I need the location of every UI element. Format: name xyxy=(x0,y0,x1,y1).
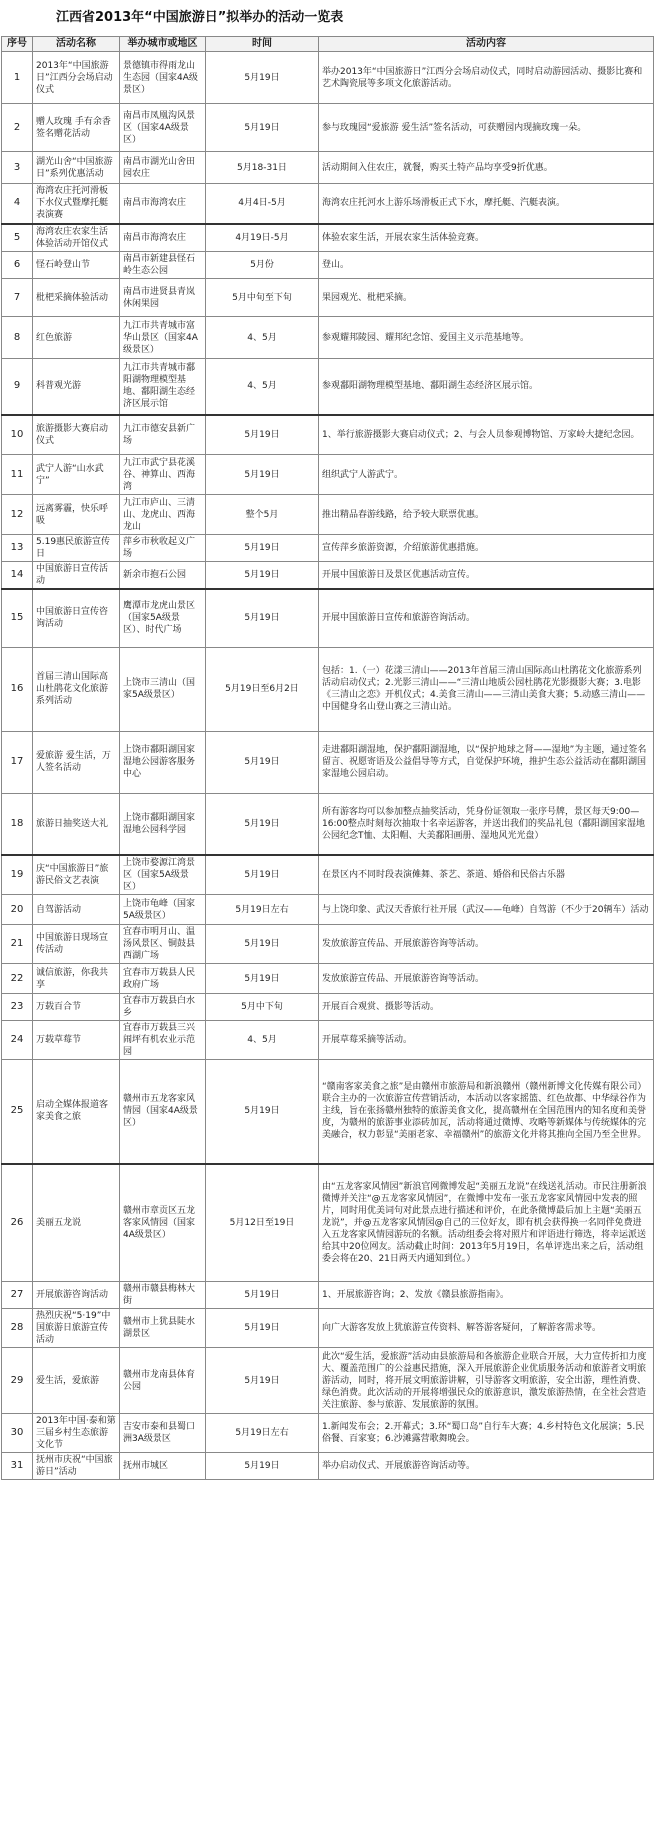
row-number: 26 xyxy=(2,1164,33,1282)
row-number: 23 xyxy=(2,994,33,1021)
activity-location: 南昌市海湾农庄 xyxy=(120,224,206,252)
activity-name: 武宁人游“山水武宁” xyxy=(33,455,120,495)
activity-location: 九江市武宁县花溪谷、神算山、西海湾 xyxy=(120,455,206,495)
activity-location: 宜春市明月山、温汤风景区、铜鼓县西湖广场 xyxy=(120,925,206,964)
activity-content: 登山。 xyxy=(319,252,654,279)
table-row xyxy=(2,731,654,793)
activity-content: 1、举行旅游摄影大赛启动仪式；2、与会人员参观博物馆、万家岭大捷纪念园。 xyxy=(319,415,654,455)
activity-time: 5月19日 xyxy=(206,1453,319,1480)
table-row xyxy=(2,252,654,279)
activity-time: 整个5月 xyxy=(206,495,319,535)
activity-location: 赣州市上犹县陡水湖景区 xyxy=(120,1309,206,1348)
activity-content: 开展中国旅游日宣传和旅游咨询活动。 xyxy=(319,589,654,647)
activity-time: 5月19日 xyxy=(206,52,319,104)
activity-name: 湖光山舍“中国旅游日”系列优惠活动 xyxy=(33,152,120,184)
activity-name: 科普观光游 xyxy=(33,359,120,415)
activity-content: 向广大游客发放上犹旅游宣传资料、解答游客疑问，了解游客需求等。 xyxy=(319,1309,654,1348)
activity-name: 海湾农庄农家生活体验活动开馆仪式 xyxy=(33,224,120,252)
activity-time: 5月中旬至下旬 xyxy=(206,279,319,317)
activity-content: 由“五龙客家风情园”新浪官网微博发起“美丽五龙说”在线送礼活动。市民注册新浪微博并关注“@五龙客家风情园”，在微博中发布一张五龙客家风情园中发表的照片，同时用优美词句对此景点进行描述和评价，在此条微博最后加上主题“美丽五龙说”，并@五龙客家风情园@自己的三位好友，即有机会获得换一名同伴免费进入五龙客家风情园游玩的名额。活动组委会将对照片和评语进行筛选，将幸运派送给其中20位网友。活动截止时间：2013年5月19日，名单评选出来之后，活动组委会将在20、21日两天内通知到位。） xyxy=(319,1164,654,1282)
activity-time: 5月中下旬 xyxy=(206,994,319,1021)
table-row xyxy=(2,535,654,562)
table-row xyxy=(2,104,654,152)
table-row xyxy=(2,562,654,590)
activity-name: 旅游日抽奖送大礼 xyxy=(33,793,120,855)
activity-location: 南昌市进贤县青岚休闲果园 xyxy=(120,279,206,317)
activity-location: 九江市庐山、三清山、龙虎山、西海龙山 xyxy=(120,495,206,535)
row-number: 29 xyxy=(2,1348,33,1414)
activity-name: 庆“中国旅游日”旅游民俗文艺表演 xyxy=(33,855,120,895)
activity-time: 5月19日左右 xyxy=(206,895,319,925)
activity-location: 九江市德安县新广场 xyxy=(120,415,206,455)
activity-table xyxy=(1,36,654,1480)
activity-location: 九江市共青城市富华山景区（国家4A级景区） xyxy=(120,317,206,359)
activity-name: 美丽五龙说 xyxy=(33,1164,120,1282)
row-number: 14 xyxy=(2,562,33,590)
row-number: 15 xyxy=(2,589,33,647)
activity-location: 南昌市海湾农庄 xyxy=(120,184,206,224)
activity-location: 景德镇市得雨龙山生态园（国家4A级景区） xyxy=(120,52,206,104)
activity-content: 举办启动仪式、开展旅游咨询活动等。 xyxy=(319,1453,654,1480)
table-row xyxy=(2,152,654,184)
activity-location: 鹰潭市龙虎山景区（国家5A级景区）、时代广场 xyxy=(120,589,206,647)
header-location: 举办城市或地区 xyxy=(120,37,206,52)
table-row xyxy=(2,1021,654,1060)
activity-time: 5月19日 xyxy=(206,925,319,964)
header-activity-name: 活动名称 xyxy=(33,37,120,52)
activity-time: 4月4日-5月 xyxy=(206,184,319,224)
activity-location: 宜春市万载县人民政府广场 xyxy=(120,964,206,994)
row-number: 12 xyxy=(2,495,33,535)
activity-location: 宜春市万载县三兴闹坪有机农业示范园 xyxy=(120,1021,206,1060)
activity-name: 万载百合节 xyxy=(33,994,120,1021)
activity-time: 5月19日至6月2日 xyxy=(206,647,319,731)
table-row xyxy=(2,1309,654,1348)
row-number: 6 xyxy=(2,252,33,279)
activity-location: 上饶市鄱阳湖国家湿地公园游客服务中心 xyxy=(120,731,206,793)
activity-content: 发放旅游宣传品、开展旅游咨询等活动。 xyxy=(319,964,654,994)
activity-name: 爱旅游 爱生活，万人签名活动 xyxy=(33,731,120,793)
activity-time: 5月19日 xyxy=(206,535,319,562)
activity-content: 组织武宁人游武宁。 xyxy=(319,455,654,495)
activity-time: 5月19日 xyxy=(206,1309,319,1348)
activity-time: 4、5月 xyxy=(206,359,319,415)
table-row xyxy=(2,895,654,925)
table-row xyxy=(2,925,654,964)
activity-time: 5月12日至19日 xyxy=(206,1164,319,1282)
row-number: 10 xyxy=(2,415,33,455)
table-row xyxy=(2,52,654,104)
activity-location: 赣州市五龙客家风情园（国家4A级景区） xyxy=(120,1060,206,1164)
activity-location: 上饶市鄱阳湖国家湿地公园科学园 xyxy=(120,793,206,855)
row-number: 24 xyxy=(2,1021,33,1060)
activity-content: 在景区内不同时段表演傩舞、茶艺、茶道、婚俗和民俗古乐器 xyxy=(319,855,654,895)
activity-location: 上饶市龟峰（国家5A级景区） xyxy=(120,895,206,925)
row-number: 21 xyxy=(2,925,33,964)
activity-time: 5月19日 xyxy=(206,455,319,495)
activity-time: 5月19日 xyxy=(206,793,319,855)
activity-location: 宜春市万载县白水乡 xyxy=(120,994,206,1021)
activity-time: 5月19日 xyxy=(206,1060,319,1164)
table-row xyxy=(2,415,654,455)
row-number: 27 xyxy=(2,1282,33,1309)
table-header-row xyxy=(2,37,654,52)
activity-name: 中国旅游日宣传活动 xyxy=(33,562,120,590)
activity-name: 旅游摄影大赛启动仪式 xyxy=(33,415,120,455)
row-number: 19 xyxy=(2,855,33,895)
activity-content: 参观耀邦陵园、耀邦纪念馆、爱国主义示范基地等。 xyxy=(319,317,654,359)
activity-name: 赠人玫瑰 手有余香签名赠花活动 xyxy=(33,104,120,152)
activity-content: 参与玫瑰园“爱旅游 爱生活”签名活动，可获赠园内现摘玫瑰一朵。 xyxy=(319,104,654,152)
activity-name: 远离雾霾，快乐呼吸 xyxy=(33,495,120,535)
table-row xyxy=(2,455,654,495)
row-number: 20 xyxy=(2,895,33,925)
activity-location: 上饶市三清山（国家5A级景区） xyxy=(120,647,206,731)
activity-time: 5月19日 xyxy=(206,1348,319,1414)
activity-content: 发放旅游宣传品、开展旅游咨询等活动。 xyxy=(319,925,654,964)
table-row xyxy=(2,1060,654,1164)
activity-location: 新余市抱石公园 xyxy=(120,562,206,590)
activity-time: 4月19日-5月 xyxy=(206,224,319,252)
activity-name: 热烈庆祝“5·19”中国旅游日旅游宣传活动 xyxy=(33,1309,120,1348)
activity-name: 怪石岭登山节 xyxy=(33,252,120,279)
activity-time: 5月19日 xyxy=(206,104,319,152)
activity-content: 开展草莓采摘等活动。 xyxy=(319,1021,654,1060)
activity-content: 推出精品春游线路，给予较大联票优惠。 xyxy=(319,495,654,535)
row-number: 18 xyxy=(2,793,33,855)
activity-time: 5月19日 xyxy=(206,589,319,647)
activity-location: 南昌市凤凰沟风景区（国家4A级景区） xyxy=(120,104,206,152)
activity-name: 红色旅游 xyxy=(33,317,120,359)
activity-name: 抚州市庆祝“中国旅游日”活动 xyxy=(33,1453,120,1480)
activity-name: 中国旅游日现场宣传活动 xyxy=(33,925,120,964)
activity-content: 与上饶印象、武汉天香旅行社开展（武汉——龟峰）自驾游（不少于20辆车）活动 xyxy=(319,895,654,925)
table-row xyxy=(2,589,654,647)
table-row xyxy=(2,1453,654,1480)
activity-name: 5.19惠民旅游宣传日 xyxy=(33,535,120,562)
activity-name: 中国旅游日宣传咨询活动 xyxy=(33,589,120,647)
activity-time: 5月19日 xyxy=(206,731,319,793)
activity-name: 爱生活，爱旅游 xyxy=(33,1348,120,1414)
activity-name: 2013年“中国旅游日”江西分会场启动仪式 xyxy=(33,52,120,104)
activity-name: 枇杷采摘体验活动 xyxy=(33,279,120,317)
row-number: 2 xyxy=(2,104,33,152)
table-row xyxy=(2,184,654,224)
activity-location: 吉安市泰和县蜀口洲3A级景区 xyxy=(120,1414,206,1453)
table-row xyxy=(2,994,654,1021)
activity-content: “赣南客家美食之旅”是由赣州市旅游局和新浪赣州（赣州新博文化传媒有限公司）联合主办的一次旅游宣传营销活动，本活动以客家摇篮、红色故都、中华绿谷作为主线，旨在张扬赣州独特的旅游美食文化，提高赣州在全国范围内的知名度和美誉度，为赣州的旅游事业添砖加瓦，活动将通过微博、攻略等新媒体与传统媒体的完美融合，权力彰显“美丽老家、幸福赣州”的旅游文化并将其推向全国乃至全世界。 xyxy=(319,1060,654,1164)
row-number: 17 xyxy=(2,731,33,793)
activity-name: 自驾游活动 xyxy=(33,895,120,925)
activity-content: 宣传萍乡旅游资源，介绍旅游优惠措施。 xyxy=(319,535,654,562)
table-row xyxy=(2,1164,654,1282)
activity-time: 5月19日左右 xyxy=(206,1414,319,1453)
activity-name: 开展旅游咨询活动 xyxy=(33,1282,120,1309)
row-number: 7 xyxy=(2,279,33,317)
activity-content: 果园观光、枇杷采摘。 xyxy=(319,279,654,317)
activity-content: 包括：1.（一）花漾三清山——2013年首届三清山国际高山杜鹃花文化旅游系列活动启动仪式；2.光影三清山——“三清山地质公园杜鹃花光影摄影大赛；3.电影《三清山之恋》开机仪式；4.美食三清山——三清山美食大赛；5.动感三清山——中国健身名山登山赛之三清山站。 xyxy=(319,647,654,731)
row-number: 31 xyxy=(2,1453,33,1480)
activity-location: 南昌市湖光山舍田园农庄 xyxy=(120,152,206,184)
activity-time: 4、5月 xyxy=(206,317,319,359)
page-title: 江西省2013年“中国旅游日”拟举办的活动一览表 xyxy=(56,10,344,25)
activity-time: 5月份 xyxy=(206,252,319,279)
table-row xyxy=(2,359,654,415)
activity-location: 赣州市章贡区五龙客家风情园（国家4A级景区） xyxy=(120,1164,206,1282)
activity-location: 上饶市婺源江湾景区（国家5A级景区） xyxy=(120,855,206,895)
activity-name: 首届三清山国际高山杜鹃花文化旅游系列活动 xyxy=(33,647,120,731)
table-row xyxy=(2,1414,654,1453)
activity-content: 1.新闻发布会；2.开幕式；3.环“蜀口岛”自行车大赛；4.乡村特色文化展演；5.民俗餐、百家宴；6.沙滩露营歌舞晚会。 xyxy=(319,1414,654,1453)
activity-location: 九江市共青城市鄱阳湖物理模型基地、鄱阳湖生态经济区展示馆 xyxy=(120,359,206,415)
header-content: 活动内容 xyxy=(319,37,654,52)
table-row xyxy=(2,1348,654,1414)
activity-content: 1、开展旅游咨询；2、发放《赣县旅游指南》。 xyxy=(319,1282,654,1309)
activity-content: 举办2013年“中国旅游日”江西分会场启动仪式，同时启动游园活动、摄影比赛和艺术陶瓷展等多项文化旅游活动。 xyxy=(319,52,654,104)
activity-content: 活动期间入住农庄，就餐，购买土特产品均享受9折优惠。 xyxy=(319,152,654,184)
row-number: 9 xyxy=(2,359,33,415)
table-row xyxy=(2,1282,654,1309)
row-number: 25 xyxy=(2,1060,33,1164)
activity-time: 5月18-31日 xyxy=(206,152,319,184)
table-row xyxy=(2,317,654,359)
activity-content: 走进鄱阳湖湿地，保护鄱阳湖湿地，以“保护地球之肾——湿地”为主题，通过签名留言、祝愿寄语及公益倡导等方式，自觉保护环境，推护生态公益活动在鄱阳湖国家湿地公园启动。 xyxy=(319,731,654,793)
activity-time: 5月19日 xyxy=(206,415,319,455)
header-number: 序号 xyxy=(2,37,33,52)
table-row xyxy=(2,964,654,994)
activity-name: 2013年中国·泰和第三届乡村生态旅游文化节 xyxy=(33,1414,120,1453)
activity-location: 赣州市赣县梅林大街 xyxy=(120,1282,206,1309)
row-number: 1 xyxy=(2,52,33,104)
activity-time: 5月19日 xyxy=(206,964,319,994)
activity-location: 南昌市新建县怪石岭生态公园 xyxy=(120,252,206,279)
activity-location: 萍乡市秋收起义广场 xyxy=(120,535,206,562)
header-time: 时间 xyxy=(206,37,319,52)
activity-content: 开展中国旅游日及景区优惠活动宣传。 xyxy=(319,562,654,590)
table-body xyxy=(2,52,654,1480)
activity-name: 诚信旅游，你我共享 xyxy=(33,964,120,994)
table-row xyxy=(2,647,654,731)
activity-time: 5月19日 xyxy=(206,855,319,895)
table-row xyxy=(2,793,654,855)
activity-name: 海湾农庄托河滑板下水仪式暨摩托艇表演赛 xyxy=(33,184,120,224)
table-row xyxy=(2,855,654,895)
row-number: 30 xyxy=(2,1414,33,1453)
row-number: 4 xyxy=(2,184,33,224)
row-number: 28 xyxy=(2,1309,33,1348)
row-number: 5 xyxy=(2,224,33,252)
row-number: 22 xyxy=(2,964,33,994)
row-number: 8 xyxy=(2,317,33,359)
activity-name: 万载草莓节 xyxy=(33,1021,120,1060)
row-number: 3 xyxy=(2,152,33,184)
activity-content: 此次“爱生活，爱旅游”活动由县旅游局和各旅游企业联合开展，大力宣传折扣力度大、覆盖范围广的公益惠民措施，深入开展旅游企业优质服务活动和旅游者文明旅游活动，同时，将开展文明旅游讲解，引导游客文明旅游，安全出游，理性消费、绿色消费。此次活动的开展将增强民众的旅游意识，激发旅游热情，在全社会营造关注旅游、参与旅游、发展旅游的氛围。 xyxy=(319,1348,654,1414)
activity-content: 开展百合观赏、摄影等活动。 xyxy=(319,994,654,1021)
row-number: 11 xyxy=(2,455,33,495)
activity-content: 参观鄱阳湖物理模型基地、鄱阳湖生态经济区展示馆。 xyxy=(319,359,654,415)
activity-content: 体验农家生活，开展农家生活体验竞赛。 xyxy=(319,224,654,252)
table-row xyxy=(2,495,654,535)
activity-time: 4、5月 xyxy=(206,1021,319,1060)
activity-content: 所有游客均可以参加整点抽奖活动，凭身份证领取一张序号牌，景区每天9:00—16:00整点时刻每次抽取十名幸运游客，并送出我们的奖品礼包（鄱阳湖国家湿地公园纪念T恤、太阳帽、大美鄱阳画册、湿地风光光盘） xyxy=(319,793,654,855)
table-row xyxy=(2,224,654,252)
activity-location: 抚州市城区 xyxy=(120,1453,206,1480)
activity-content: 海湾农庄托河水上游乐场滑板正式下水，摩托艇、汽艇表演。 xyxy=(319,184,654,224)
activity-location: 赣州市龙南县体育公园 xyxy=(120,1348,206,1414)
table-row xyxy=(2,279,654,317)
row-number: 16 xyxy=(2,647,33,731)
activity-time: 5月19日 xyxy=(206,562,319,590)
activity-time: 5月19日 xyxy=(206,1282,319,1309)
row-number: 13 xyxy=(2,535,33,562)
activity-name: 启动全媒体报道客家美食之旅 xyxy=(33,1060,120,1164)
